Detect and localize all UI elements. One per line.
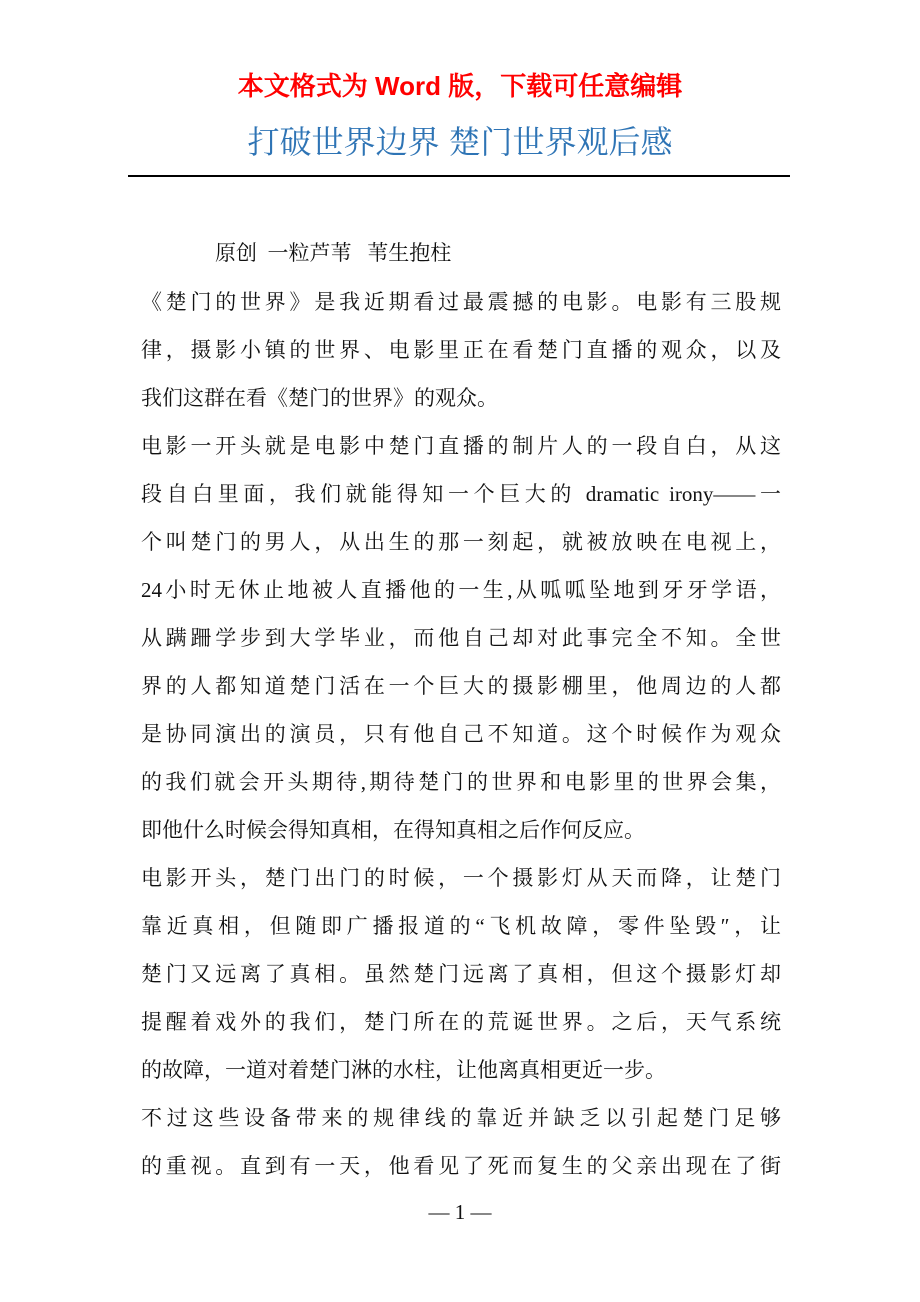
- paragraph: [141, 422, 781, 854]
- text-line: 律，摄影小镇的世界、电影里正在看楚门直播的观众，以及: [141, 338, 781, 362]
- title-divider: [128, 175, 790, 177]
- paragraph: [141, 854, 781, 1094]
- text-line: 的故障，一道对着楚门淋的水柱，让他离真相更近一步。: [141, 1058, 666, 1082]
- text-line: 是协同演出的演员，只有他自己不知道。这个时候作为观众: [141, 722, 781, 746]
- text-line: 楚门又远离了真相。虽然楚门远离了真相，但这个摄影灯却: [141, 962, 781, 986]
- document-body: [141, 278, 781, 1190]
- author-line: 原创 一粒芦苇 苇生抱柱: [215, 241, 452, 265]
- document-title: 打破世界边界 楚门世界观后感: [247, 124, 673, 160]
- page-number: — 1 —: [428, 1200, 492, 1224]
- text-line: 个叫楚门的男人，从出生的那一刻起，就被放映在电视上，: [141, 530, 781, 554]
- text-line: 提醒着戏外的我们，楚门所在的荒诞世界。之后，天气系统: [141, 1010, 781, 1034]
- paragraph: [141, 1094, 781, 1190]
- text-line: 靠近真相，但随即广播报道的“飞机故障，零件坠毁″，让: [141, 914, 781, 938]
- text-line: 界的人都知道楚门活在一个巨大的摄影棚里，他周边的人都: [141, 674, 781, 698]
- paragraph: [141, 278, 781, 422]
- format-notice: 本文格式为 Word 版，下载可任意编辑: [237, 71, 683, 101]
- text-line: 段自白里面，我们就能得知一个巨大的 dramatic irony——一: [141, 482, 781, 506]
- text-line: 即他什么时候会得知真相，在得知真相之后作何反应。: [141, 818, 645, 842]
- text-line: 从蹒跚学步到大学毕业，而他自己却对此事完全不知。全世: [141, 626, 781, 650]
- text-line: 我们这群在看《楚门的世界》的观众。: [141, 386, 498, 410]
- text-line: 《楚门的世界》是我近期看过最震撼的电影。电影有三股规: [141, 290, 781, 314]
- text-line: 电影开头，楚门出门的时候，一个摄影灯从天而降，让楚门: [141, 866, 781, 890]
- text-line: 的重视。直到有一天，他看见了死而复生的父亲出现在了街: [141, 1154, 781, 1178]
- text-line: 的我们就会开头期待,期待楚门的世界和电影里的世界会集，: [141, 770, 781, 794]
- text-line: 24小时无休止地被人直播他的一生,从呱呱坠地到牙牙学语，: [141, 578, 781, 602]
- text-line: 电影一开头就是电影中楚门直播的制片人的一段自白，从这: [141, 434, 781, 458]
- text-line: 不过这些设备带来的规律线的靠近并缺乏以引起楚门足够: [141, 1106, 781, 1130]
